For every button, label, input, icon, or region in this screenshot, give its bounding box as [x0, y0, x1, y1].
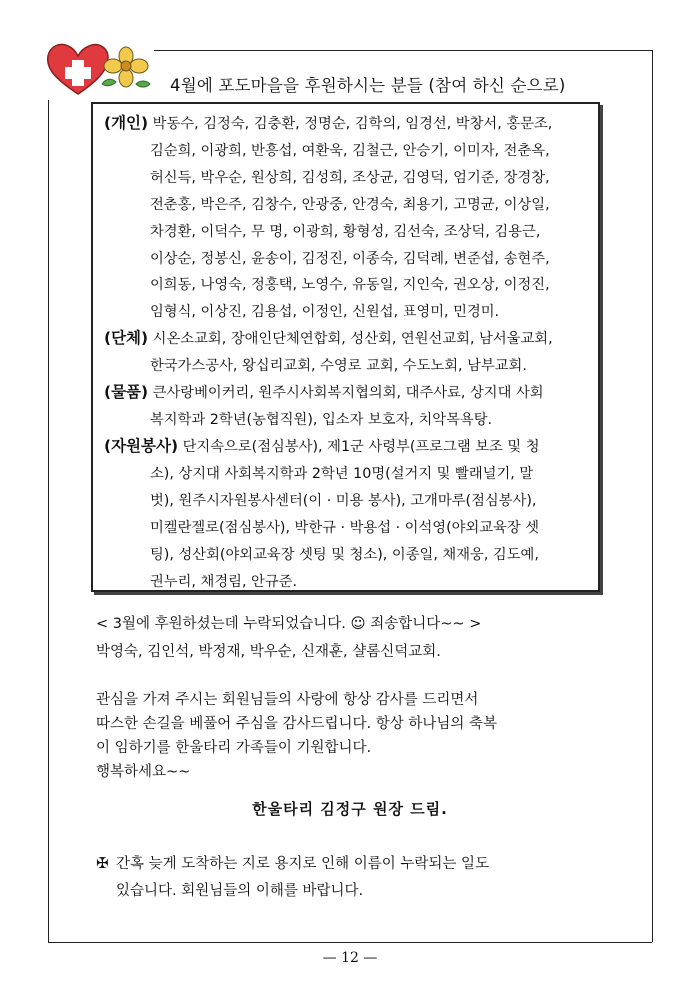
section-organization — [104, 325, 553, 380]
section-line: 허신득, 박우순, 원상희, 김성희, 조상균, 김영덕, 엄기준, 장경창, — [150, 169, 550, 186]
section-line: 임형식, 이상진, 김용섭, 이정인, 신원섭, 표영미, 민경미. — [150, 304, 500, 321]
page-heading: 4월에 포도마을을 후원하시는 분들 (참여 하신 순으로) — [170, 76, 566, 95]
section-line: 권누리, 채경림, 안규준. — [150, 573, 298, 590]
signature: 한울타리 김정구 원장 드림. — [252, 800, 448, 818]
section-tag: (개인) — [104, 114, 149, 132]
section-line: 미켈란젤로(점심봉사), 박한규 · 박용섭 · 이석영(야외교육장 셋 — [150, 519, 540, 536]
section-tag: (자원봉사) — [104, 437, 179, 455]
section-line: 큰사랑베이커리, 원주시사회복지협의회, 대주사료, 상지대 사회 — [152, 385, 544, 401]
section-individual — [104, 110, 552, 326]
maltese-cross-icon: ✠ — [96, 854, 109, 872]
section-line: 복지학과 2학년(농협직원), 입소자 보호자, 치악목욕탕. — [150, 411, 493, 428]
thanks-line: 관심을 가져 주시는 회원님들의 사랑에 항상 감사를 드리면서 — [96, 692, 479, 708]
section-tag: (단체) — [104, 329, 149, 347]
heart-cross-flower-logo-icon — [44, 38, 154, 100]
section-line: 이희동, 나영숙, 정홍택, 노영수, 유동일, 지인숙, 권오상, 이정진, — [150, 277, 550, 294]
section-line: 단지속으로(점심봉사), 제1군 사령부(프로그램 보조 및 청 — [182, 439, 540, 455]
thanks-line: 따스한 손길을 베풀어 주심을 감사드립니다. 항상 하나님의 축복 — [96, 716, 498, 732]
section-line: 시온소교회, 장애인단체연합회, 성산회, 연원선교회, 남서울교회, — [152, 331, 553, 347]
section-line: 벗), 원주시자원봉사센터(이 · 미용 봉사), 고개마루(점심봉사), — [150, 492, 537, 509]
page-number: — 12 — — [322, 950, 378, 966]
section-line: 이상순, 정봉신, 윤송이, 김정진, 이종숙, 김덕례, 변준섭, 송현주, — [150, 250, 550, 267]
section-line: 김순희, 이광희, 반흥섭, 여환욱, 김철근, 안승기, 이미자, 전춘옥, — [150, 142, 550, 159]
omission-notice: < 3월에 후원하셨는데 누락되었습니다. ☺ 죄송합니다~~ > — [96, 616, 482, 632]
thanks-line: 행복하세요~~ — [96, 764, 191, 780]
frame-bottom-border — [48, 942, 652, 943]
omitted-donor-names: 박영숙, 김인석, 박정재, 박우순, 신재훈, 샬롬신덕교회. — [96, 644, 441, 660]
section-line: 한국가스공사, 왕십리교회, 수영로 교회, 수도노회, 남부교회. — [150, 357, 527, 374]
footnote-line: 간혹 늦게 도착하는 지로 용지로 인해 이름이 누락되는 일도 — [116, 856, 490, 872]
section-line: 소), 상지대 사회복지학과 2학년 10명(설거지 및 빨래널기, 말 — [150, 465, 534, 482]
section-goods — [104, 379, 544, 434]
section-line: 팅), 성산회(야외교육장 셋팅 및 청소), 이종일, 채재웅, 김도예, — [150, 546, 539, 563]
section-tag: (물품) — [104, 383, 149, 401]
footnote — [96, 850, 489, 905]
thanks-message — [96, 688, 497, 784]
section-volunteer — [104, 433, 540, 595]
thanks-line: 이 임하기를 한울타리 가족들이 기원합니다. — [96, 740, 372, 756]
donor-list-box — [91, 102, 600, 592]
section-line: 박동수, 김정숙, 김충환, 정명순, 김학의, 임경선, 박창서, 홍문조, — [152, 116, 553, 132]
section-line: 전춘홍, 박은주, 김창수, 안광중, 안경숙, 최용기, 고명균, 이상일, — [150, 196, 550, 213]
section-line: 차경환, 이덕수, 무 명, 이광희, 황형성, 김선숙, 조상덕, 김용근, — [150, 223, 541, 240]
footnote-line: 있습니다. 회원님들의 이해를 바랍니다. — [116, 883, 364, 899]
